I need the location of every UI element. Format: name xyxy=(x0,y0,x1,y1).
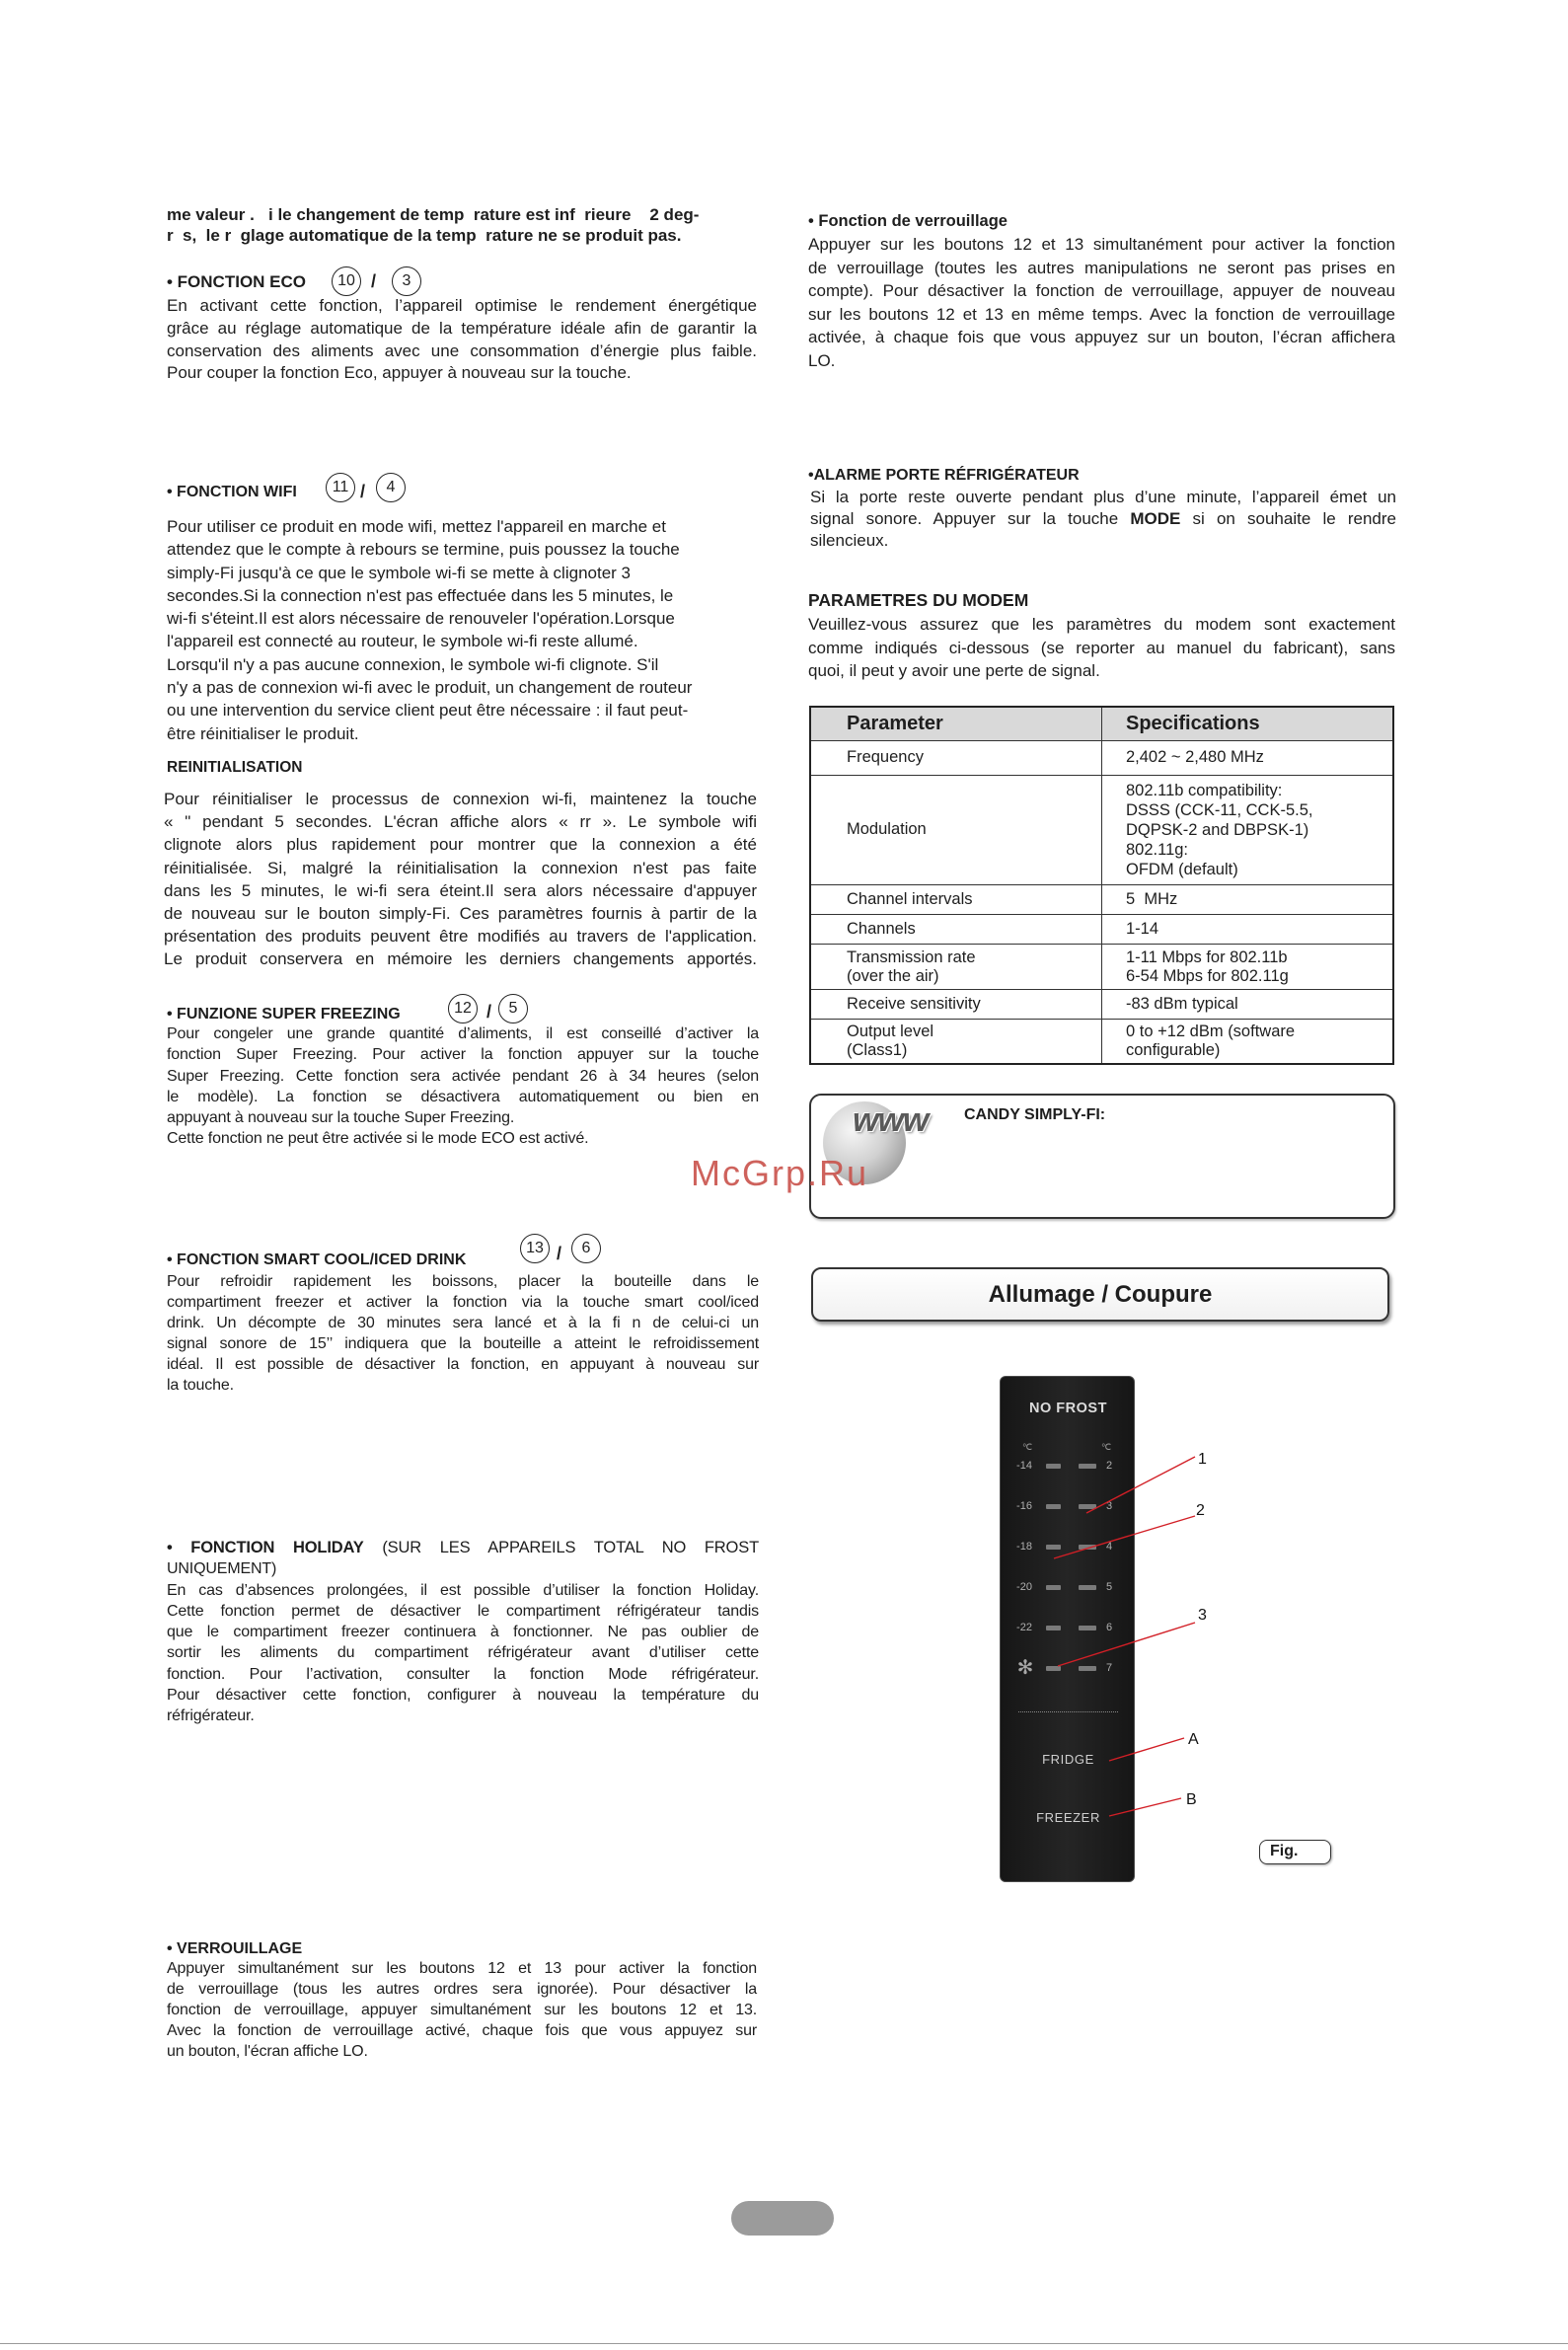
eco-line: conservation des aliments avec une consommation d’énergie plus faible. xyxy=(167,341,757,360)
freezer-temp-label: -22 xyxy=(1016,1622,1032,1633)
fridge-temp-label: 3 xyxy=(1105,1500,1113,1512)
wifi-line: Pour utiliser ce produit en mode wifi, mettez l'appareil en marche et xyxy=(167,517,666,536)
freezer-unit-label: ℃ xyxy=(1021,1442,1033,1452)
super-freezing-line: le modèle). La fonction se désactivera automatiquement ou bien en xyxy=(167,1088,759,1105)
callout-label-a: A xyxy=(1188,1731,1199,1748)
wifi-line: ou une intervention du service client peut être nécessaire : il faut peut- xyxy=(167,701,689,720)
watermark: McGrp.Ru xyxy=(691,1153,869,1193)
smart-cool-key-badge: 6 xyxy=(571,1234,601,1263)
lock-function-line: LO. xyxy=(808,350,836,370)
fridge-temp-label: 6 xyxy=(1105,1622,1113,1633)
table-header-parameter: Parameter xyxy=(811,708,1102,740)
snowflake-icon: ✻ xyxy=(1016,1657,1034,1679)
badge-separator: / xyxy=(486,1002,492,1022)
callout-line-a xyxy=(1109,1738,1184,1761)
reinit-line: Le produit conservera en mémoire les derniers changements apportés. xyxy=(164,949,757,969)
freezer-temp-label: -18 xyxy=(1016,1541,1032,1553)
cell-line: 6-54 Mbps for 802.11g xyxy=(1126,966,1289,985)
eco-key-badge: 3 xyxy=(392,266,421,296)
smart-cool-line: la touche. xyxy=(167,1377,234,1394)
callout-line-3 xyxy=(1058,1623,1195,1666)
lock-line: fonction de verrouillage, appuyer simultanément sur les boutons 12 et 13. xyxy=(167,2002,757,2018)
www-logo: www xyxy=(853,1101,929,1139)
reinit-line: de nouveau sur le bouton simply-Fi. Ces paramètres fournis à partir de la xyxy=(164,904,757,924)
cell-line: Frequency xyxy=(847,748,924,767)
eco-line: En activant cette fonction, l’appareil optimise le rendement énergétique xyxy=(167,296,757,315)
figure-label: Fig. xyxy=(1259,1840,1331,1864)
cell-line: (Class1) xyxy=(847,1041,908,1059)
lock-function-line: de verrouillage (toutes les autres manipulations ne seront pas prises en xyxy=(808,258,1395,277)
callout-label-2: 2 xyxy=(1196,1502,1205,1519)
fridge-temp-label: 5 xyxy=(1105,1581,1113,1593)
callout-line-1 xyxy=(1086,1457,1195,1513)
table-header-specifications: Specifications xyxy=(1126,712,1260,734)
cell-line: 1-11 Mbps for 802.11b xyxy=(1126,948,1288,966)
badge-separator: / xyxy=(360,482,366,501)
cell-line: Modulation xyxy=(847,820,927,839)
holiday-line: Pour désactiver cette fonction, configurer à nouveau la température du xyxy=(167,1687,759,1705)
door-alarm-line: Si la porte reste ouverte pendant plus d’une minute, l’appareil émet un xyxy=(810,488,1396,506)
super-freezing-line: Pour congeler une grande quantité d’aliments, il est conseillé d’activer la xyxy=(167,1025,759,1042)
callout-line-b xyxy=(1109,1798,1181,1816)
wifi-heading: • FONCTION WIFI xyxy=(167,484,297,500)
reinit-line: « " pendant 5 secondes. L'écran affiche alors « rr ». Le symbole wifi xyxy=(164,812,757,832)
super-freezing-line: appuyant à nouveau sur la touche Super Freezing. xyxy=(167,1109,515,1127)
page-number-tab xyxy=(731,2201,834,2236)
holiday-line: En cas d’absences prolongées, il est possible d’utiliser la fonction Holiday. xyxy=(167,1581,759,1599)
simply-fi-label: CANDY SIMPLY-FI: xyxy=(964,1106,1106,1123)
super-freezing-button-badge: 12 xyxy=(448,994,478,1023)
holiday-line: UNIQUEMENT) xyxy=(167,1560,277,1578)
lock-line: un bouton, l'écran affiche LO. xyxy=(167,2043,368,2060)
smart-cool-line: signal sonore de 15’’ indiquera que la bouteille a atteint le refroidissement xyxy=(167,1335,759,1352)
holiday-line: Cette fonction permet de désactiver le compartiment réfrigérateur tandis xyxy=(167,1602,759,1620)
smart-cool-heading: • FONCTION SMART COOL/ICED DRINK xyxy=(167,1251,467,1268)
cell-line: 1-14 xyxy=(1126,919,1159,938)
lock-function-line: sur les boutons 12 et 13 en même temps. Avec la fonction de verrouillage xyxy=(808,304,1395,324)
reinit-line: réinitialisée. Si, malgré la réinitialisation la connexion n'est pas faite xyxy=(164,858,757,877)
modem-line: comme indiqués ci-dessous (se reporter au manuel du fabricant), sans xyxy=(808,638,1395,657)
wifi-line: être réinitialiser le produit. xyxy=(167,723,359,743)
wifi-line: l'appareil est connecté au routeur, le symbole wi-fi reste allumé. xyxy=(167,632,638,651)
bottom-rule xyxy=(0,2343,1568,2344)
wifi-line: n'y a pas de connexion wi-fi avec le produit, un changement de routeur xyxy=(167,678,693,698)
eco-line: Pour couper la fonction Eco, appuyer à nouveau sur la touche. xyxy=(167,363,632,383)
smart-cool-line: idéal. Il est possible de désactiver la fonction, en appuyant à nouveau sur xyxy=(167,1356,759,1373)
cell-line: configurable) xyxy=(1126,1041,1221,1059)
door-alarm-heading: •ALARME PORTE RÉFRIGÉRATEUR xyxy=(808,467,1080,484)
cell-line: -83 dBm typical xyxy=(1126,994,1238,1013)
super-freezing-line: fonction Super Freezing. Pour activer la fonction appuyer sur la touche xyxy=(167,1046,759,1064)
no-frost-label: NO FROST xyxy=(1029,1401,1107,1416)
wifi-line: secondes.Si la connection n'est pas effectuée dans les 5 minutes, le xyxy=(167,585,674,605)
freezer-button[interactable]: FREEZER xyxy=(1036,1810,1100,1825)
callout-line-2 xyxy=(1054,1516,1195,1558)
lock-line: de verrouillage (tous les autres ordres sera ignorée). Pour désactiver la xyxy=(167,1981,757,1998)
cell-line: Channel intervals xyxy=(847,889,973,908)
cell-line: 2,402 ~ 2,480 MHz xyxy=(1126,748,1264,767)
smart-cool-button-badge: 13 xyxy=(520,1234,550,1263)
cell-line: 802.11b compatibility: xyxy=(1126,782,1283,799)
cell-line: Transmission rate xyxy=(847,948,976,966)
reinit-line: présentation des produits peuvent être modifiés au travers de l'application. xyxy=(164,927,757,947)
callout-label-3: 3 xyxy=(1198,1607,1207,1624)
reinit-line: Pour réinitialiser le processus de connexion wi-fi, maintenez la touche xyxy=(164,790,757,808)
intro-line: r s, le r glage automatique de la temp rature ne se produit pas. xyxy=(167,226,682,245)
modem-line: Veuillez-vous assurez que les paramètres du modem sont exactement xyxy=(808,615,1395,634)
cell-line: 0 to +12 dBm (software xyxy=(1126,1022,1296,1040)
door-alarm-text: signal sonore. Appuyer sur la touche xyxy=(810,508,1131,528)
cell-line: DQPSK-2 and DBPSK-1) xyxy=(1126,821,1309,839)
wifi-key-badge: 4 xyxy=(376,473,406,502)
holiday-line: que le compartiment freezer continuera à fonctionner. Ne pas oublier de xyxy=(167,1624,759,1641)
lock-function-line: Appuyer sur les boutons 12 et 13 simultanément pour activer la fonction xyxy=(808,235,1395,254)
badge-separator: / xyxy=(557,1244,562,1263)
fridge-temp-label: 2 xyxy=(1105,1460,1113,1472)
fridge-button[interactable]: FRIDGE xyxy=(1042,1752,1094,1767)
wifi-line: simply-Fi jusqu'à ce que le symbole wi-fi se mette à clignoter 3 xyxy=(167,563,631,582)
freezer-temp-label: -16 xyxy=(1016,1500,1032,1512)
cell-line: (over the air) xyxy=(847,966,939,985)
fridge-temp-label: 7 xyxy=(1105,1662,1113,1674)
smart-cool-line: Pour refroidir rapidement les boissons, placer la bouteille dans le xyxy=(167,1273,759,1290)
fridge-unit-label: ℃ xyxy=(1100,1442,1112,1452)
super-freezing-line: Super Freezing. Cette fonction sera activée pendant 26 à 34 heures (selon xyxy=(167,1067,759,1085)
callout-label-1: 1 xyxy=(1198,1451,1207,1468)
door-alarm-text: si on souhaite le rendre xyxy=(1180,508,1396,528)
intro-line: me valeur . i le changement de temp rature est inf rieure 2 deg- xyxy=(167,205,700,224)
door-alarm-line: silencieux. xyxy=(810,530,889,550)
super-freezing-line: Cette fonction ne peut être activée si le mode ECO est activé. xyxy=(167,1130,589,1148)
wifi-button-badge: 11 xyxy=(326,473,355,502)
wifi-line: Lorsqu'il n'y a pas aucune connexion, le symbole wi-fi clignote. S'il xyxy=(167,654,659,674)
eco-line: grâce au réglage automatique de la température idéale afin de garantir la xyxy=(167,318,757,338)
wifi-line: attendez que le compte à rebours se termine, puis poussez la touche xyxy=(167,540,680,560)
holiday-title-note: (SUR LES APPAREILS TOTAL NO FROST xyxy=(363,1539,760,1556)
super-freezing-heading: • FUNZIONE SUPER FREEZING xyxy=(167,1006,401,1023)
holiday-line: fonction. Pour l’activation, consulter la fonction Mode réfrigérateur. xyxy=(167,1665,759,1683)
eco-button-badge: 10 xyxy=(332,266,361,296)
freezer-temp-label: -20 xyxy=(1016,1581,1032,1593)
holiday-title: • FONCTION HOLIDAY xyxy=(167,1539,364,1556)
modem-heading: PARAMETRES DU MODEM xyxy=(808,590,1029,610)
eco-heading: • FONCTION ECO xyxy=(167,272,307,291)
smart-cool-line: drink. Un décompte de 30 minutes sera lancé et à la fi n de celui-ci un xyxy=(167,1315,759,1331)
wifi-line: wi-fi s'éteint.Il est alors nécessaire de renouveler l'opération.Lorsque xyxy=(167,609,675,629)
power-section-title: Allumage / Coupure xyxy=(988,1280,1213,1308)
mode-key-name: MODE xyxy=(1130,508,1181,528)
cell-line: 802.11g: xyxy=(1126,841,1189,859)
modem-line: quoi, il peut y avoir une perte de signal. xyxy=(808,661,1100,680)
reinit-heading: REINITIALISATION xyxy=(167,759,303,776)
lock-heading: • VERROUILLAGE xyxy=(167,1940,303,1957)
reinit-line: clignote alors plus rapidement pour montrer que la connexion a été xyxy=(164,835,757,855)
cell-line: Receive sensitivity xyxy=(847,994,981,1013)
freezer-temp-label: -14 xyxy=(1016,1460,1032,1472)
cell-line: Output level xyxy=(847,1022,934,1040)
lock-function-line: compte). Pour désactiver la fonction de verrouillage, appuyer de nouveau xyxy=(808,281,1395,300)
super-freezing-key-badge: 5 xyxy=(498,994,528,1023)
cell-line: Channels xyxy=(847,919,916,938)
cell-line: DSSS (CCK-11, CCK-5.5, xyxy=(1126,801,1313,819)
lock-function-line: activée, à chaque fois que vous appuyez sur un bouton, l’écran affichera xyxy=(808,328,1395,346)
badge-separator: / xyxy=(371,271,377,291)
smart-cool-line: compartiment freezer et activer la fonction via la touche smart cool/iced xyxy=(167,1294,759,1311)
holiday-line: sortir les aliments du compartiment réfrigérateur avant d’utiliser cette xyxy=(167,1644,759,1662)
cell-line: 5 MHz xyxy=(1126,889,1178,908)
cell-line: OFDM (default) xyxy=(1126,861,1238,878)
fridge-temp-label: 4 xyxy=(1105,1541,1113,1553)
callout-label-b: B xyxy=(1186,1791,1197,1808)
holiday-line: réfrigérateur. xyxy=(167,1707,255,1725)
lock-line: Appuyer simultanément sur les boutons 12 et 13 pour activer la fonction xyxy=(167,1960,757,1977)
reinit-line: dans les 5 minutes, le wi-fi sera éteint.Il sera alors nécessaire d'appuyer xyxy=(164,880,757,900)
lock-line: Avec la fonction de verrouillage activé, chaque fois que vous appuyez sur xyxy=(167,2022,757,2039)
lock-function-heading: • Fonction de verrouillage xyxy=(808,212,1008,230)
